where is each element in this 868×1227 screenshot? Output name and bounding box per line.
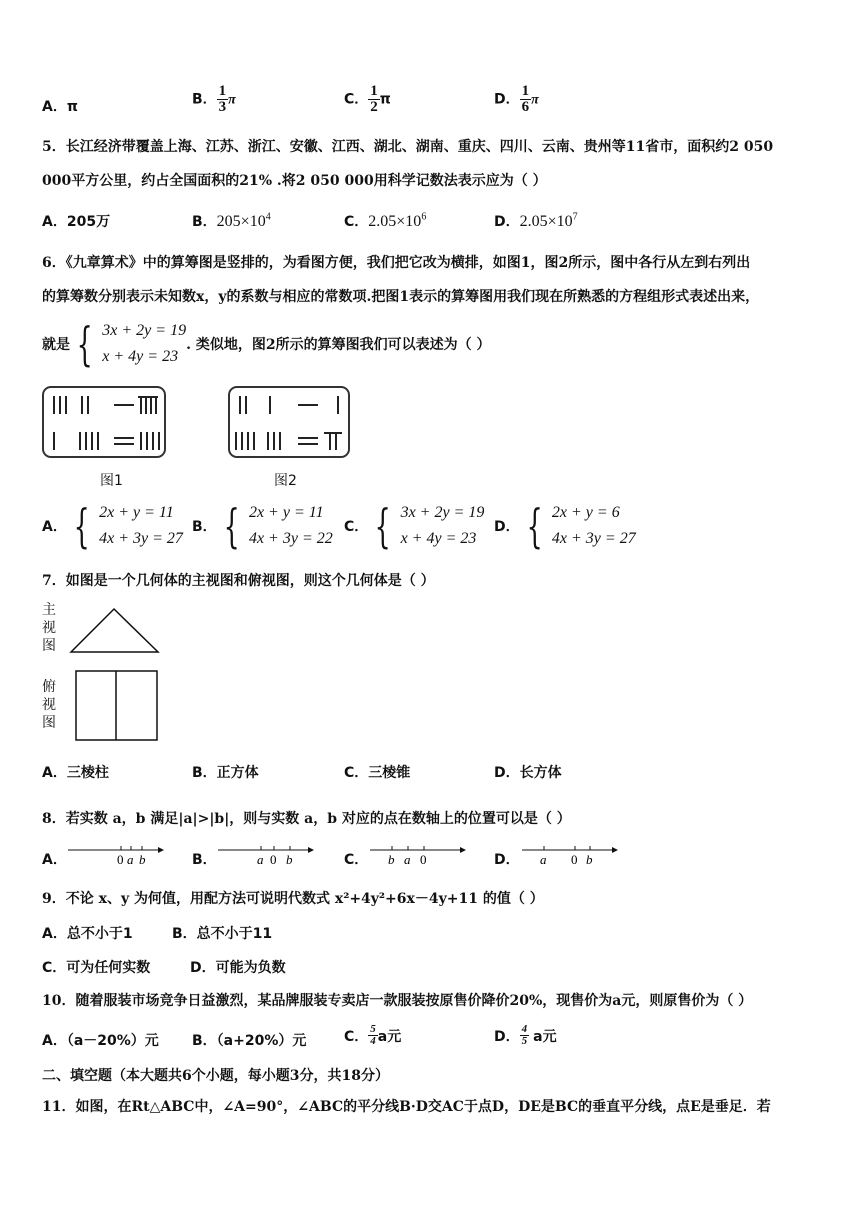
top-view-label: 俯 视 图 bbox=[42, 679, 56, 731]
q8-option-a-letter: A． bbox=[42, 852, 67, 868]
q8-option-b-letter: B． bbox=[192, 852, 217, 868]
q8-option-c-letter: C． bbox=[344, 852, 369, 868]
q6-line2: 的算筹数分别表示未知数x，y的系数与相应的常数项.把图1表示的算筹图用我们现在所熟悉的方程组形式表述出来， bbox=[42, 289, 760, 305]
q6-option-a: A． { 2x + y = 11 4x + 3y = 27 bbox=[42, 499, 183, 553]
q9-option-d: D．可能为负数 bbox=[190, 960, 286, 976]
q10-option-b: B．（a+20%）元 bbox=[192, 1033, 307, 1049]
q8-number-line-b bbox=[216, 842, 316, 868]
tick-b: b bbox=[139, 852, 146, 867]
q11-stem: 11．如图，在Rt△ABC中，∠A=90°，∠ABC的平分线B·D交AC于点D，DE是BC的垂直平分线，点E是垂足．若 bbox=[42, 1099, 771, 1115]
q7-option-b: B．正方体 bbox=[192, 765, 259, 781]
q8-number-line-c bbox=[368, 842, 468, 868]
fig1-label: 图1 bbox=[100, 473, 123, 489]
tick-a: a bbox=[404, 852, 411, 867]
tick-a: a bbox=[540, 852, 547, 867]
q6-line3: 就是 { 3x + 2y = 19 x + 4y = 23 . 类似地，图2所示的算筹图我们可以表述为（ ） bbox=[42, 317, 491, 371]
front-view-label: 主 视 图 bbox=[42, 602, 56, 654]
q10-stem: 10．随着服装市场竞争日益激烈，某品牌服装专卖店一款服装按原售价降价20%，现售价为a元，则原售价为（ ） bbox=[42, 993, 753, 1009]
q7-stem: 7．如图是一个几何体的主视图和俯视图，则这个几何体是（ ） bbox=[42, 573, 435, 589]
q7-option-c: C．三棱锥 bbox=[344, 765, 411, 781]
q8-stem: 8．若实数 a，b 满足|a|>|b|，则与实数 a，b 对应的点在数轴上的位置可以是（ ） bbox=[42, 811, 571, 827]
tick-b: b bbox=[388, 852, 395, 867]
q8-number-line-d bbox=[520, 842, 620, 868]
tick-0: 0 bbox=[571, 852, 578, 867]
q6-line1: 6．《九章算术》中的算筹图是竖排的，为看图方便，我们把它改为横排，如图1，图2所示，图中各行从左到右列出 bbox=[42, 255, 751, 271]
q10-option-d: D． $\frac{4}{5}$ a元 bbox=[494, 1023, 557, 1047]
q6-option-d: D． { 2x + y = 6 4x + 3y = 27 bbox=[494, 499, 636, 553]
q4-option-b: B． $\frac{1}{3}$ π bbox=[192, 83, 236, 115]
q5-option-a: A．205万 bbox=[42, 214, 111, 230]
tick-a: a bbox=[127, 852, 134, 867]
q6-option-c: C． { 3x + 2y = 19 x + 4y = 23 bbox=[344, 499, 485, 553]
q10-option-c: C． $\frac{5}{4}$ a元 bbox=[344, 1023, 402, 1047]
q7-option-a: A．三棱柱 bbox=[42, 765, 109, 781]
q5-line1: 5．长江经济带覆盖上海、江苏、浙江、安徽、江西、湖北、湖南、重庆、四川、云南、贵州等11省市，面积约2 050 bbox=[42, 139, 774, 155]
section-2-heading: 二、填空题（本大题共6个小题，每小题3分，共18分） bbox=[42, 1068, 389, 1084]
q5-option-d: D．$2.05\times 10^7$ bbox=[494, 211, 578, 230]
q7-views-figure bbox=[66, 604, 166, 744]
q4-option-a: A．π bbox=[42, 99, 78, 115]
tick-b: b bbox=[286, 852, 293, 867]
tick-a: a bbox=[257, 852, 264, 867]
q4-option-c: C． $\frac{1}{2}$ π bbox=[344, 83, 391, 115]
q4-option-d: D． $\frac{1}{6}$ π bbox=[494, 83, 539, 115]
q5-option-c: C．$2.05\times 10^6$ bbox=[344, 211, 427, 230]
q7-option-d: D．长方体 bbox=[494, 765, 562, 781]
fig2-label: 图2 bbox=[274, 473, 297, 489]
q9-stem: 9．不论 x、y 为何值，用配方法可说明代数式 x²+4y²+6x－4y+11 的值（ ） bbox=[42, 891, 544, 907]
q5-option-b: B．$205\times 10^4$ bbox=[192, 211, 271, 230]
tick-0: 0 bbox=[117, 852, 124, 867]
q9-option-c: C．可为任何实数 bbox=[42, 960, 151, 976]
q5-line2: 000平方公里，约占全国面积的21% .将2 050 000用科学记数法表示应为（ ） bbox=[42, 173, 547, 189]
tick-0: 0 bbox=[420, 852, 427, 867]
q6-option-b: B． { 2x + y = 11 4x + 3y = 22 bbox=[192, 499, 333, 553]
q8-number-line-a bbox=[66, 842, 166, 868]
q10-option-a: A．（a－20%）元 bbox=[42, 1033, 159, 1049]
tick-b: b bbox=[586, 852, 593, 867]
q9-option-a: A．总不小于1 bbox=[42, 926, 133, 942]
q9-option-b: B．总不小于11 bbox=[172, 926, 273, 942]
counting-rod-figures bbox=[40, 382, 352, 490]
q8-option-d-letter: D． bbox=[494, 852, 520, 868]
tick-0: 0 bbox=[270, 852, 277, 867]
